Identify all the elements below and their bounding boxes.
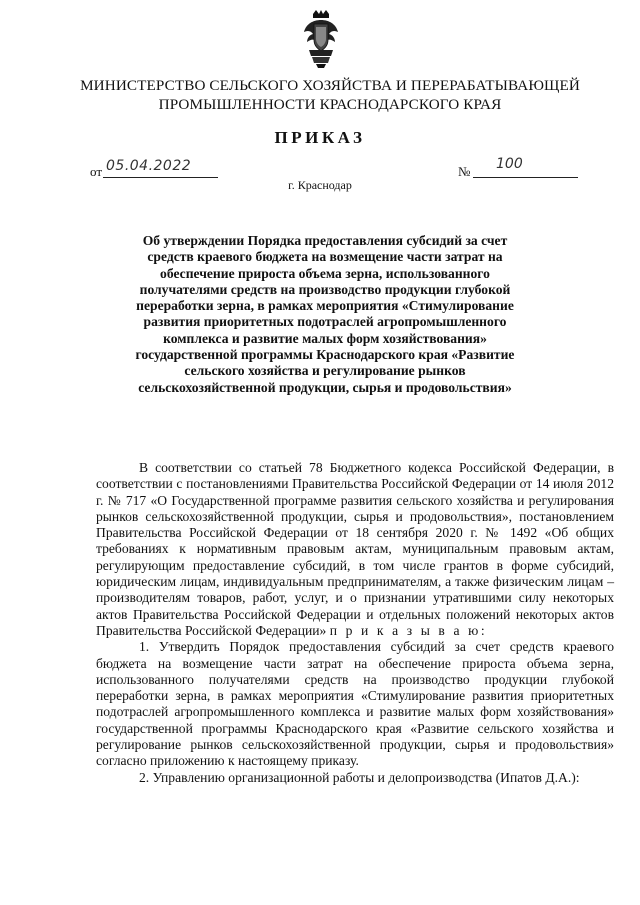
order-word: п р и к а з ы в а ю: <box>329 622 488 638</box>
number-label: № <box>458 164 471 179</box>
number-value: 100 <box>496 156 523 172</box>
document-body <box>96 460 614 786</box>
document-type: ПРИКАЗ <box>274 128 366 147</box>
date-label: от <box>90 164 103 179</box>
body-paragraph-2: 1. Утвердить Порядок предоставления субсидий за счет средств краевого бюджета на возмещение части затрат на обеспечение прироста объема зерна, использованного получателями средств на производство продукции глубокой переработки зерна, в рамках мероприятия «Стимулирование развития приоритетных подотраслей агропромышленного комплекса и развитие малых форм хозяйствования» государственной программы Краснодарского края «Развитие сельского хозяйства и регулирование рынков сельскохозяйственной продукции, сырья и продовольствия» согласно приложению к настоящему приказу. <box>96 639 614 769</box>
body-paragraph-3: 2. Управлению организационной работы и делопроизводства (Ипатов Д.А.): <box>139 769 580 785</box>
city-label: г. Краснодар <box>288 178 352 192</box>
coat-of-arms-icon <box>303 10 339 68</box>
ministry-line-1: МИНИСТЕРСТВО СЕЛЬСКОГО ХОЗЯЙСТВА И ПЕРЕРАБАТЫВАЮЩЕЙ <box>80 77 580 94</box>
ministry-name <box>60 76 600 114</box>
date-value: 05.04.2022 <box>106 158 192 174</box>
preamble-text: В соответствии со статьей 78 Бюджетного кодекса Российской Федерации, в соответствии с постановлениями Правительства Российской Федерации от 14 июля 2012 г. № 717 «О Государственной программе развития сельского хозяйства и регулирования рынков сельскохозяйственной продукции, сырья и продовольствия», постановлением Правительства Российской Федерации от 18 сентября 2020 г. № 1492 «Об общих требованиях к нормативным правовым актам, муниципальным правовым актам, регулирующим предоставление субсидий, в том числе грантов в форме субсидий, юридическим лицам, индивидуальным предпринимателям, а также физическим лицам – производителям товаров, работ, услуг, и о признании утратившими силу некоторых актов Правительства Российской Федерации и отдельных положений некоторых актов Правительства Российской Федерации» <box>96 460 614 638</box>
body-paragraph-1 <box>96 460 614 639</box>
ministry-line-2: ПРОМЫШЛЕННОСТИ КРАСНОДАРСКОГО КРАЯ <box>158 96 502 113</box>
document-title: Об утверждении Порядка предоставления субсидий за счет средств краевого бюджета на возмещение части затрат на обеспечение прироста объема зерна, использованного получателями средств на производство продукции глубокой переработки зерна, в рамках мероприятия «Стимулирование развития приоритетных подотраслей агропромышленного комплекса и развитие малых форм хозяйствования» государственной программы Краснодарского края «Развитие сельского хозяйства и регулирование рынков сельскохозяйственной продукции, сырья и продовольствия» <box>135 233 515 395</box>
